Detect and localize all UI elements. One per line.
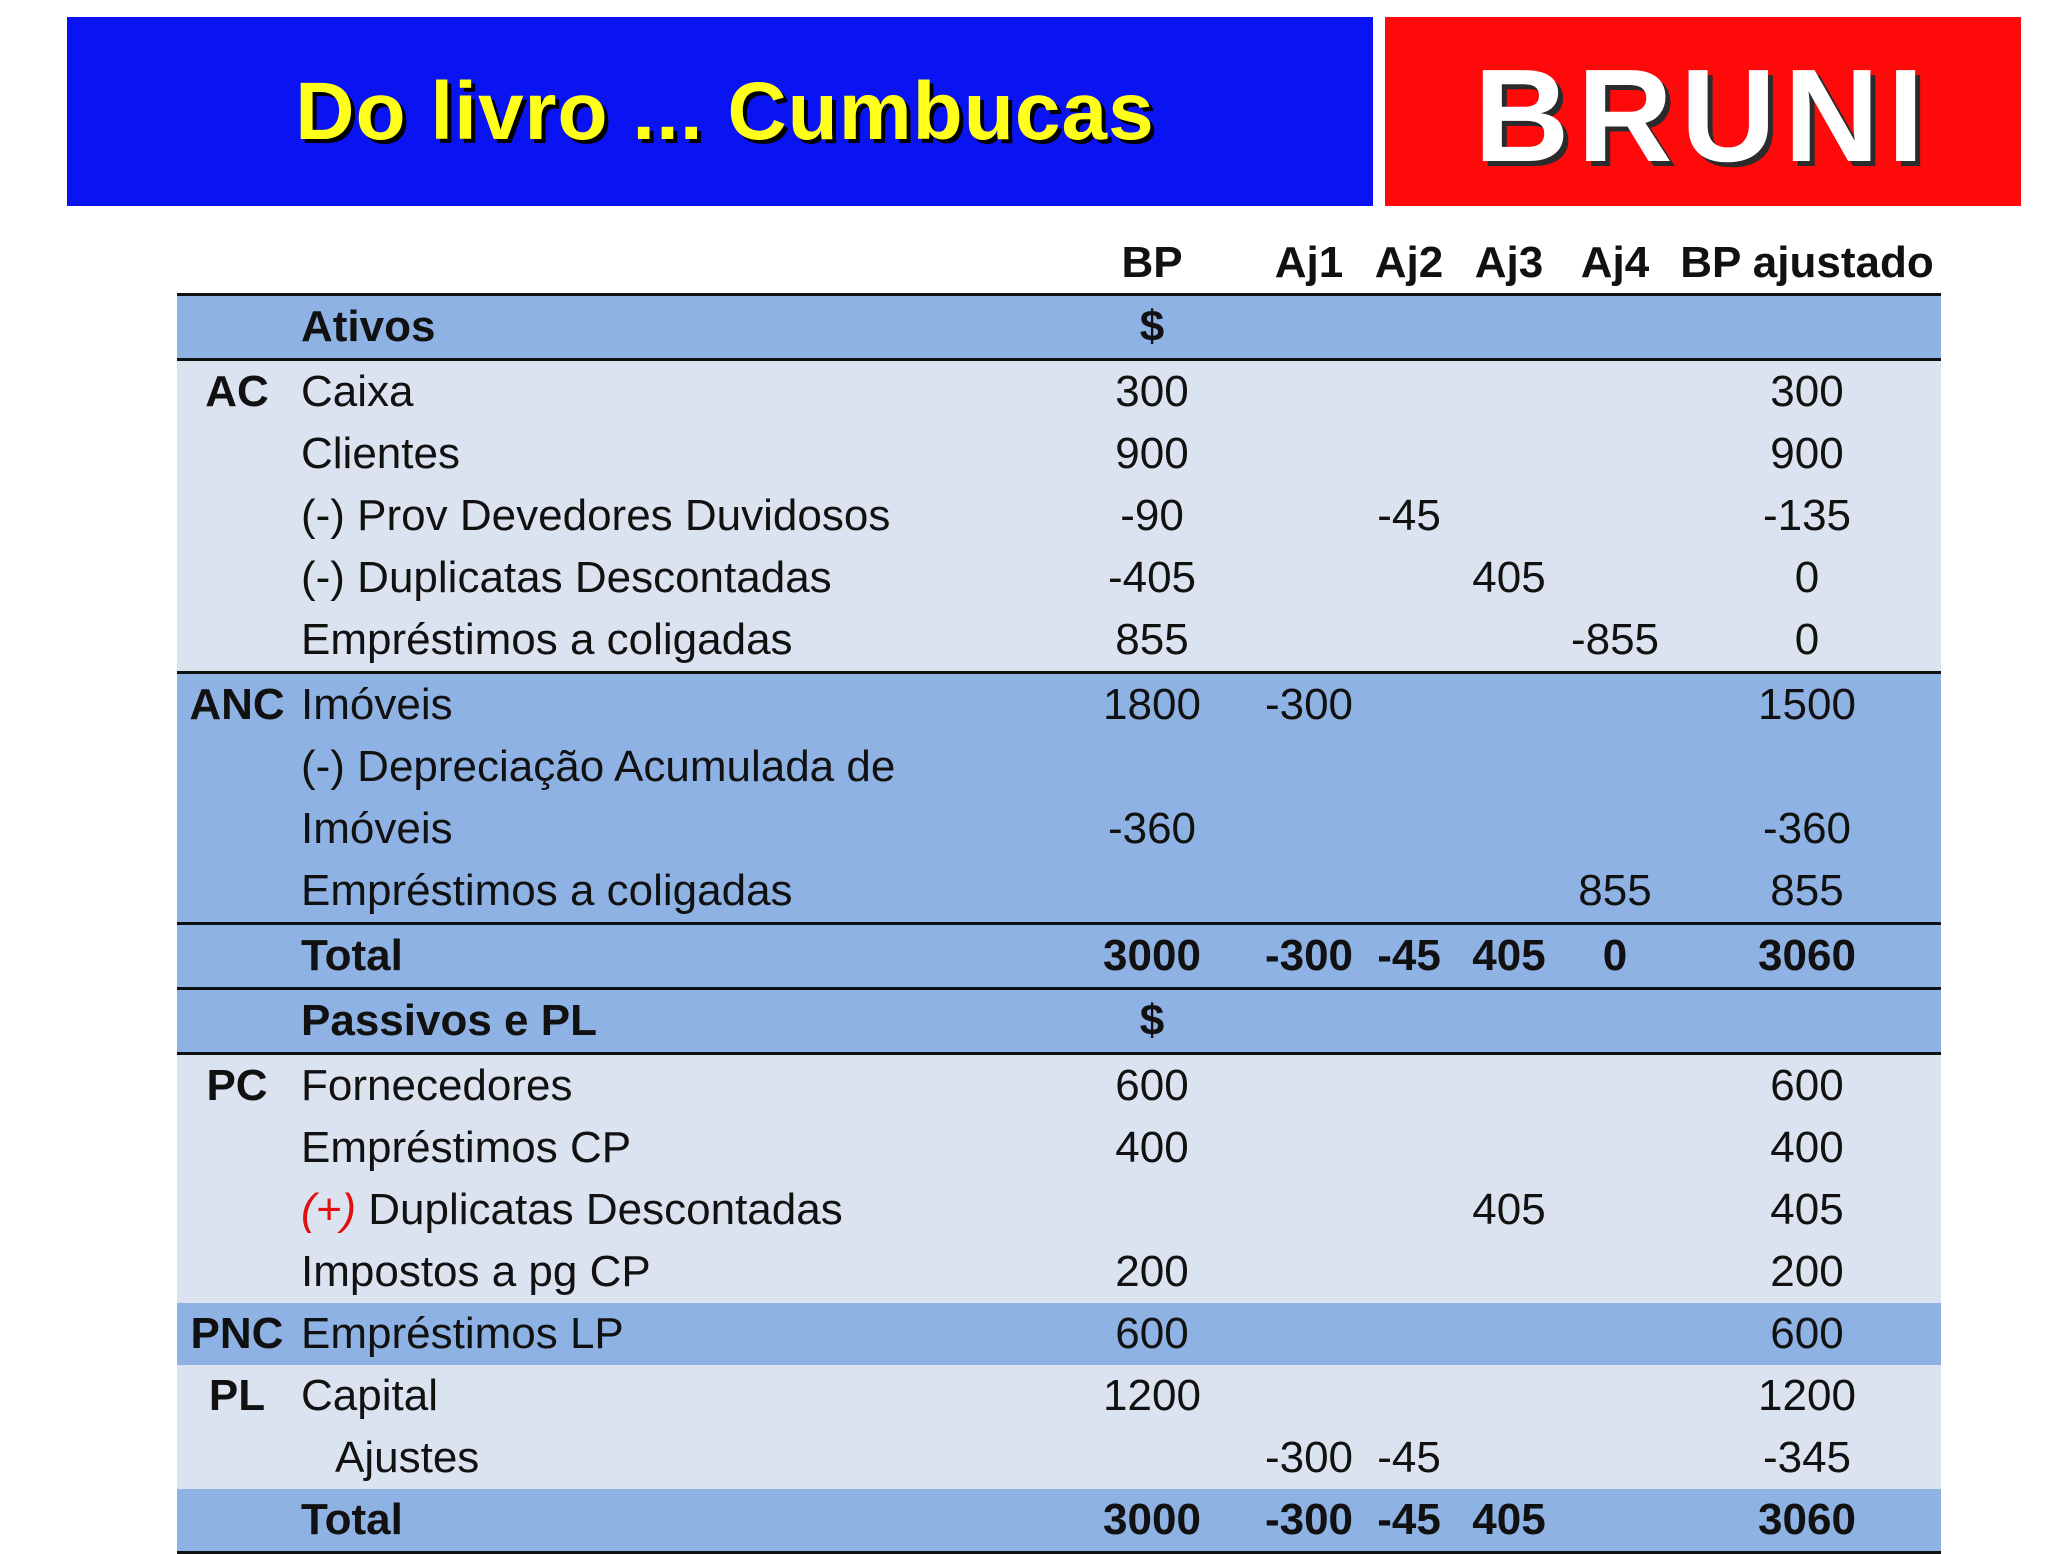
bp-ajustado-value: 300 [1770, 367, 1844, 416]
slide-title: Do livro ... Cumbucas [295, 65, 1155, 157]
bp-ajustado-value: 0 [1794, 615, 1820, 664]
bp-value: 900 [1115, 429, 1189, 478]
aj4-value: 0 [1602, 931, 1628, 980]
column-header-row [177, 232, 1941, 296]
bp-ajustado-value: 1200 [1758, 1371, 1856, 1420]
row-label: Empréstimos LP [301, 1309, 624, 1358]
bp-value: 3000 [1103, 931, 1201, 980]
table-row-depreciacao-line1 [177, 736, 1941, 798]
table-row-duplicatas-descontadas [177, 547, 1941, 609]
bp-ajustado-value: 3060 [1758, 931, 1856, 980]
bp-ajustado-value: 855 [1770, 866, 1844, 915]
group-label-pl: PL [208, 1371, 266, 1420]
aj1-value: -300 [1264, 1433, 1354, 1482]
table-row-caixa [177, 361, 1941, 423]
total-row-passivos [177, 1489, 1941, 1554]
bp-ajustado-value: 900 [1770, 429, 1844, 478]
aj4-value: -855 [1570, 615, 1660, 664]
plus-sign-prefix: (+) [301, 1185, 356, 1234]
aj3-value: 405 [1472, 1495, 1546, 1544]
balance-sheet-table [177, 232, 1941, 1554]
group-label-anc: ANC [189, 680, 285, 729]
row-label: Impostos a pg CP [301, 1247, 651, 1296]
group-label-ac: AC [205, 367, 269, 416]
group-label-pnc: PNC [190, 1309, 284, 1358]
row-label: Empréstimos a coligadas [301, 615, 793, 664]
table-row-depreciacao-line2 [177, 798, 1941, 860]
table-row-imoveis [177, 674, 1941, 736]
bp-value: -360 [1107, 804, 1197, 853]
currency-symbol: $ [1139, 996, 1165, 1045]
aj1-value: -300 [1264, 931, 1354, 980]
aj3-value: 405 [1472, 553, 1546, 602]
col-header-aj2: Aj2 [1374, 238, 1444, 287]
bp-value: 1200 [1103, 1371, 1201, 1420]
row-label: Total [301, 1495, 403, 1544]
aj1-value: -300 [1264, 1495, 1354, 1544]
bp-ajustado-value: -345 [1762, 1433, 1852, 1482]
row-label: Passivos e PL [301, 996, 597, 1045]
bp-value: -405 [1107, 553, 1197, 602]
bp-ajustado-value: 600 [1770, 1061, 1844, 1110]
currency-symbol: $ [1139, 302, 1165, 351]
aj3-value: 405 [1472, 1185, 1546, 1234]
table-row-capital [177, 1365, 1941, 1427]
aj2-value: -45 [1377, 931, 1441, 980]
row-label: Empréstimos a coligadas [301, 866, 793, 915]
row-label: Caixa [301, 367, 414, 416]
col-header-bp: BP [1121, 238, 1183, 287]
row-label: Empréstimos CP [301, 1123, 632, 1172]
row-label: Imóveis [301, 680, 453, 729]
bp-ajustado-value: 600 [1770, 1309, 1844, 1358]
bp-ajustado-value: -360 [1762, 804, 1852, 853]
bp-ajustado-value: 400 [1770, 1123, 1844, 1172]
table-row-emprestimos-coligadas-anc [177, 860, 1941, 925]
table-row-fornecedores [177, 1055, 1941, 1117]
aj4-value: 855 [1578, 866, 1652, 915]
col-header-bp-ajustado: BP ajustado [1680, 238, 1934, 287]
table-row-clientes [177, 423, 1941, 485]
total-row-ativos [177, 925, 1941, 990]
bp-value: 855 [1115, 615, 1189, 664]
bp-value: 600 [1115, 1309, 1189, 1358]
aj2-value: -45 [1377, 1433, 1441, 1482]
row-label [301, 1179, 843, 1241]
table-row-emprestimos-coligadas-ac [177, 609, 1941, 674]
bp-value: 300 [1115, 367, 1189, 416]
bp-value: -90 [1120, 491, 1184, 540]
row-label: Clientes [301, 429, 460, 478]
row-label: Fornecedores [301, 1061, 573, 1110]
section-header-passivos [177, 990, 1941, 1055]
row-label: Imóveis [301, 804, 453, 853]
aj3-value: 405 [1472, 931, 1546, 980]
section-header-ativos [177, 296, 1941, 361]
bp-ajustado-value: 0 [1794, 553, 1820, 602]
table-row-emprestimos-lp [177, 1303, 1941, 1365]
row-label: (-) Duplicatas Descontadas [301, 553, 832, 602]
title-banner [67, 17, 1373, 206]
row-label: (-) Prov Devedores Duvidosos [301, 491, 891, 540]
table-row-prov-devedores [177, 485, 1941, 547]
row-label: (-) Depreciação Acumulada de [301, 742, 896, 791]
col-header-aj3: Aj3 [1474, 238, 1544, 287]
aj2-value: -45 [1377, 491, 1441, 540]
bp-value: 1800 [1103, 680, 1201, 729]
row-label: Ativos [301, 302, 436, 351]
bruni-logo: BRUNI [1474, 41, 1932, 189]
bp-ajustado-value: 1500 [1758, 680, 1856, 729]
row-label: Ajustes [335, 1433, 480, 1482]
table-row-ajustes [177, 1427, 1941, 1489]
aj1-value: -300 [1264, 680, 1354, 729]
group-label-pc: PC [206, 1061, 268, 1110]
col-header-aj1: Aj1 [1274, 238, 1344, 287]
bp-value: 3000 [1103, 1495, 1201, 1544]
bp-value: 600 [1115, 1061, 1189, 1110]
table-row-emprestimos-cp [177, 1117, 1941, 1179]
aj2-value: -45 [1377, 1495, 1441, 1544]
logo-banner [1385, 17, 2021, 206]
row-label: Capital [301, 1371, 438, 1420]
bp-value: 400 [1115, 1123, 1189, 1172]
bp-value: 200 [1115, 1247, 1189, 1296]
row-label-text: Duplicatas Descontadas [356, 1185, 843, 1234]
col-header-aj4: Aj4 [1580, 238, 1650, 287]
bp-ajustado-value: 3060 [1758, 1495, 1856, 1544]
bp-ajustado-value: 200 [1770, 1247, 1844, 1296]
row-label: Total [301, 931, 403, 980]
bp-ajustado-value: -135 [1762, 491, 1852, 540]
table-row-impostos [177, 1241, 1941, 1303]
table-row-duplicatas-descontadas-pc [177, 1179, 1941, 1241]
bp-ajustado-value: 405 [1770, 1185, 1844, 1234]
